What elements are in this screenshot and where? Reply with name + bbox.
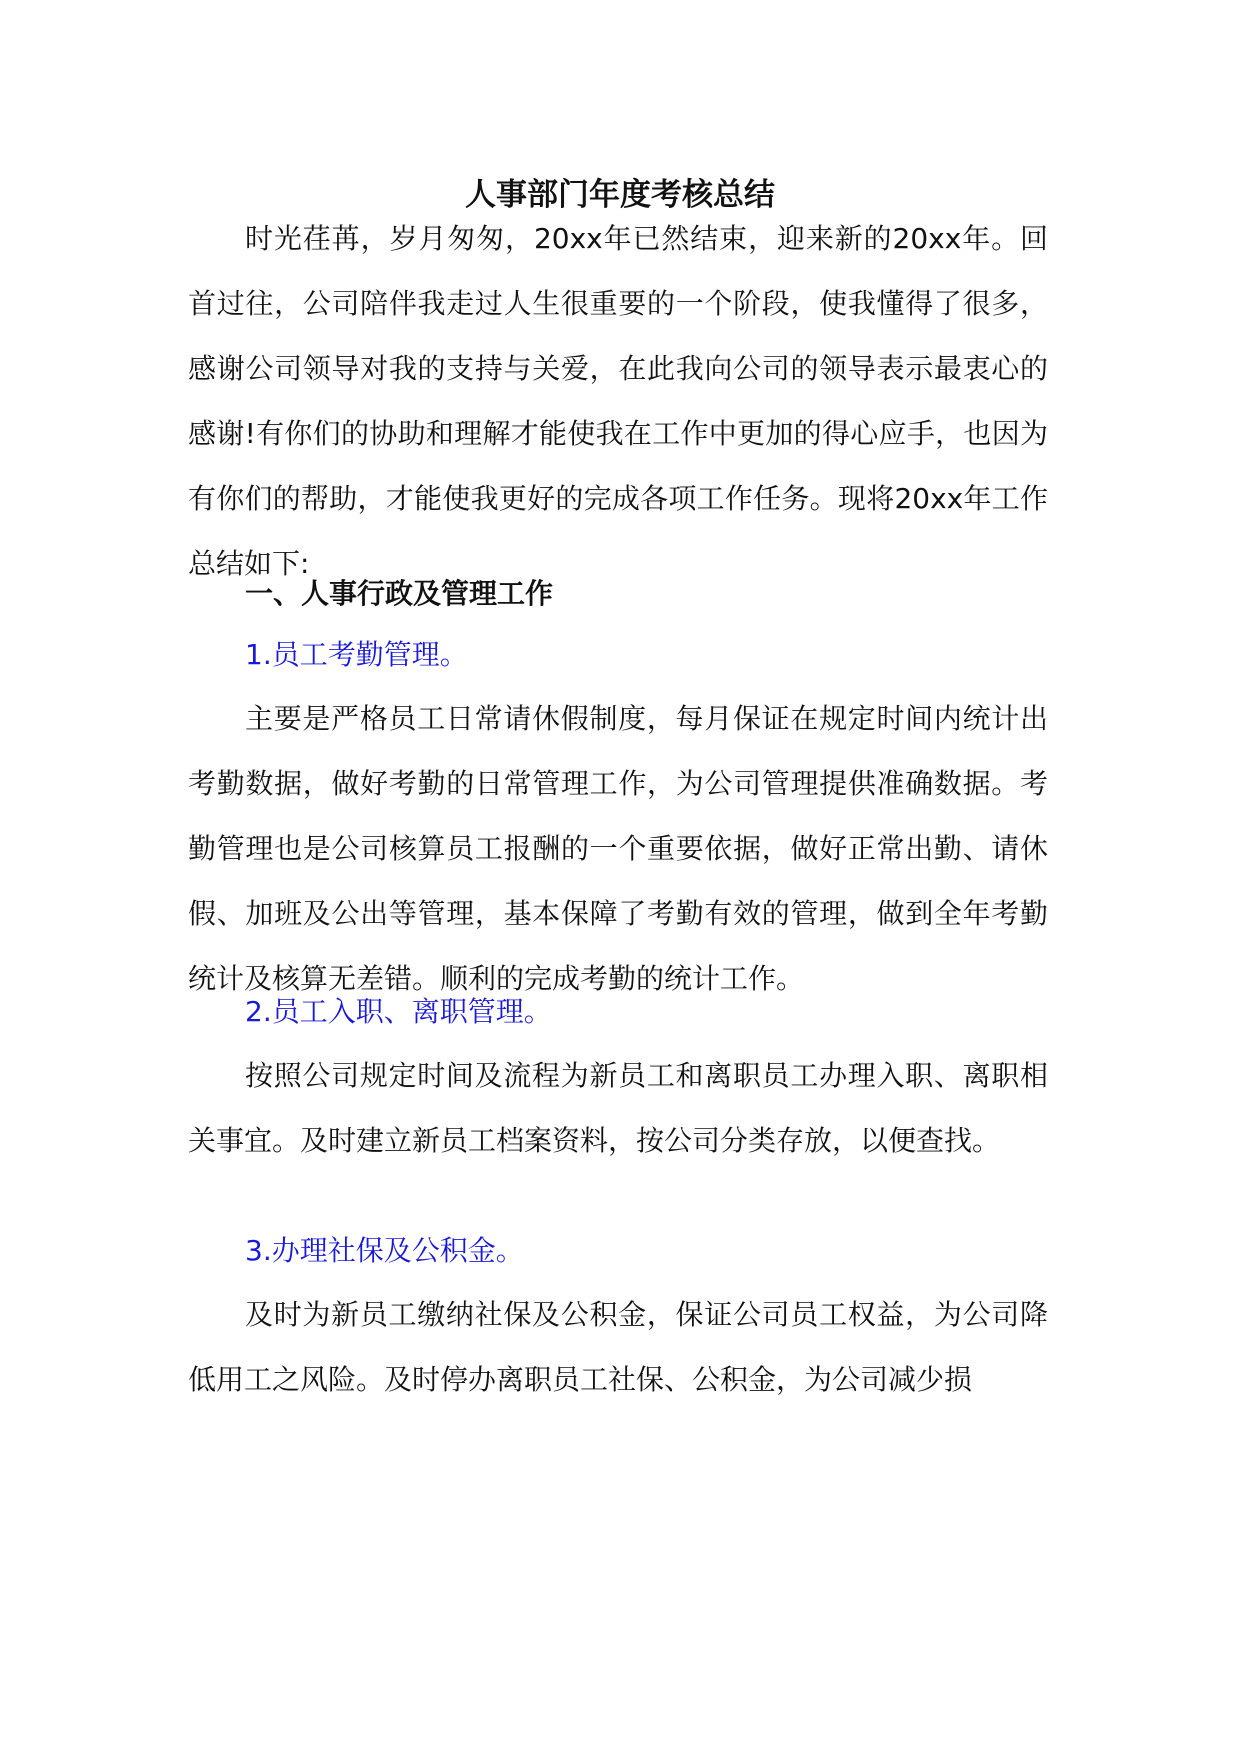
- document-title: 人事部门年度考核总结: [465, 177, 775, 213]
- item-body-onboarding: 按照公司规定时间及流程为新员工和离职员工办理入职、离职相关事宜。及时建立新员工档案资料，按公司分类存放，以便查找。: [188, 1059, 1048, 1157]
- item-title-onboarding: 2.员工入职、离职管理。: [245, 995, 552, 1028]
- item-title-social-security: 3.办理社保及公积金。: [245, 1234, 524, 1267]
- item-body-attendance: 主要是严格员工日常请休假制度，每月保证在规定时间内统计出考勤数据，做好考勤的日常管理工作，为公司管理提供准确数据。考勤管理也是公司核算员工报酬的一个重要依据，做好正常出勤、请休假、加班及公出等管理，基本保障了考勤有效的管理，做到全年考勤统计及核算无差错。顺利的完成考勤的统计工作。: [188, 702, 1048, 995]
- intro-paragraph: 时光荏苒，岁月匆匆，20xx年已然结束，迎来新的20xx年。回首过往，公司陪伴我走过人生很重要的一个阶段，使我懂得了很多，感谢公司领导对我的支持与关爱，在此我向公司的领导表示最衷心的感谢!有你们的协助和理解才能使我在工作中更加的得心应手，也因为有你们的帮助，才能使我更好的完成各项工作任务。现将20xx年工作总结如下:: [188, 222, 1048, 580]
- item-title-attendance: 1.员工考勤管理。: [245, 638, 468, 671]
- section-heading: 一、人事行政及管理工作: [245, 577, 554, 610]
- item-body-social-security: 及时为新员工缴纳社保及公积金，保证公司员工权益，为公司降低用工之风险。及时停办离职员工社保、公积金，为公司减少损: [188, 1298, 1048, 1396]
